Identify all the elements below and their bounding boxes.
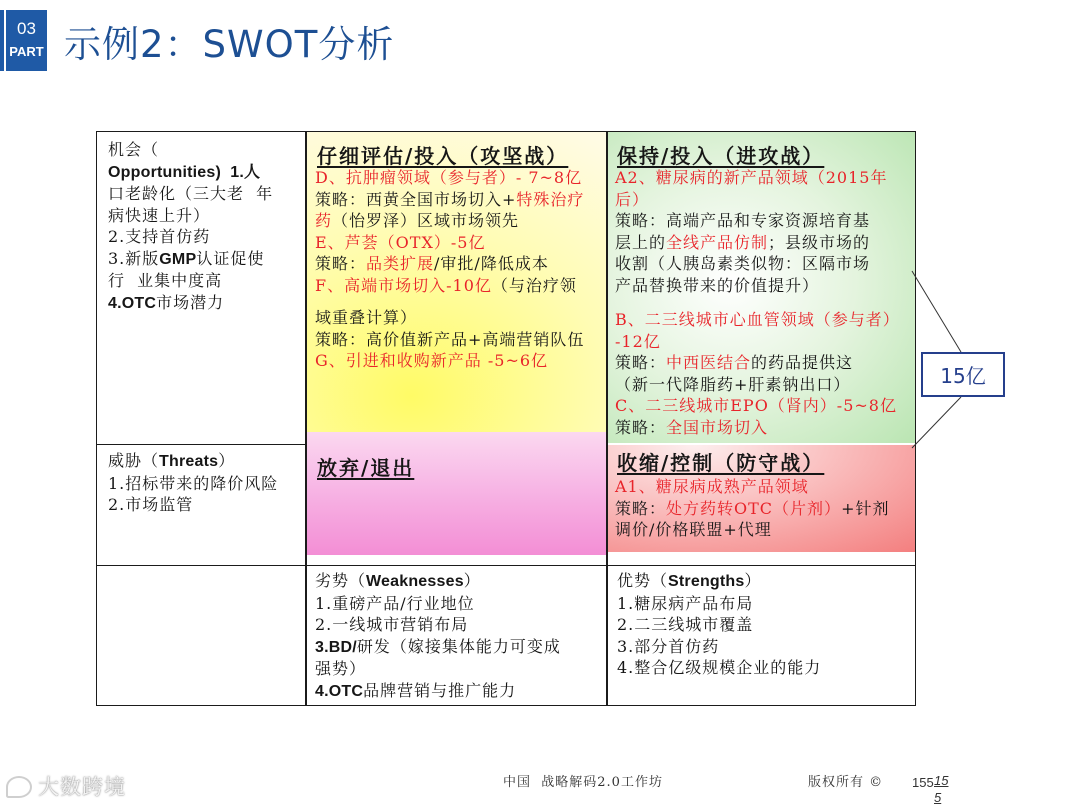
text-run: 3.部分首仿药 xyxy=(617,636,720,656)
text-run: 病快速上升） xyxy=(108,205,211,225)
text-line xyxy=(315,570,561,593)
text-block xyxy=(615,476,889,541)
quadrant-abandon-exit xyxy=(317,455,414,481)
bold-text: GMP xyxy=(159,250,197,268)
text-run: 优势（ xyxy=(617,571,669,590)
text-block xyxy=(108,139,273,314)
text-line xyxy=(617,636,821,658)
text-run: 策略：高价值新产品+高端营销队伍 xyxy=(315,329,585,349)
page-number-tail: 15 xyxy=(934,773,949,788)
text-run: 4.整合亿级规模企业的能力 xyxy=(617,658,822,677)
highlighted-text: 药 xyxy=(315,211,333,230)
text-line xyxy=(315,275,584,297)
text-run: 2.市场监管 xyxy=(108,495,194,514)
text-run: （怡罗泽）区域市场领先 xyxy=(332,211,520,230)
text-run: 策略： xyxy=(615,353,667,372)
text-line xyxy=(108,248,273,271)
text-line xyxy=(315,253,584,275)
text-line xyxy=(315,307,584,329)
text-line xyxy=(617,614,821,636)
text-run: 市场潜力 xyxy=(156,292,225,312)
text-run: 3.新版 xyxy=(108,248,160,268)
text-line xyxy=(315,636,561,659)
highlighted-text: A1、糖尿病成熟产品领域 xyxy=(615,477,809,496)
bold-text: 3.BD/ xyxy=(315,638,357,656)
highlighted-text: C、二三线城市EPO（肾内）-5~8亿 xyxy=(615,396,897,415)
text-block xyxy=(615,167,900,296)
text-line xyxy=(615,331,900,353)
strengths-cell xyxy=(617,570,821,679)
watermark-text: 大数跨境 xyxy=(38,775,126,799)
text-line xyxy=(315,350,584,372)
text-line xyxy=(108,450,278,473)
text-run: 研发（嫁接集体能力可变成 xyxy=(356,636,561,656)
text-run: 策略： xyxy=(615,417,667,437)
highlighted-text: 品类扩展 xyxy=(366,254,435,273)
highlighted-text: D、抗肿瘤领域（参与者）- 7~8亿 xyxy=(315,168,583,187)
bold-text: Weaknesses xyxy=(366,573,464,590)
text-run: /审批/降低成本 xyxy=(434,254,549,273)
footer-copyright: 版权所有 © xyxy=(808,775,884,790)
text-run: 产品替换带来的价值提升） xyxy=(615,275,820,295)
text-line xyxy=(615,374,900,396)
bold-text: Opportunities) 1.人 xyxy=(108,163,261,181)
callout-value: 15亿 xyxy=(940,364,986,388)
text-line xyxy=(315,329,584,351)
highlighted-text: 全国市场切入 xyxy=(666,417,769,437)
table-divider-horizontal xyxy=(96,444,306,446)
page-number: 155 xyxy=(912,775,934,790)
quadrant-careful-invest xyxy=(315,143,584,372)
text-run: 策略：西黄全国市场切入+ xyxy=(315,189,517,209)
speech-bubble-logo-icon xyxy=(6,776,32,798)
text-run: 2.二三线城市覆盖 xyxy=(617,615,754,634)
text-line xyxy=(615,519,889,541)
text-run: 1.糖尿病产品布局 xyxy=(617,593,754,613)
text-run: 域重叠计算） xyxy=(315,308,418,327)
text-line xyxy=(617,657,821,679)
quadrant-title: 仔细评估/投入（攻坚战） xyxy=(317,144,569,168)
text-run: 的药品提供这 xyxy=(751,353,854,372)
text-line xyxy=(315,658,561,680)
text-line xyxy=(615,352,900,374)
opportunities-cell xyxy=(108,139,273,314)
text-run: ；县级市场的 xyxy=(768,232,871,252)
text-line xyxy=(615,210,900,232)
highlighted-text: 全线产品仿制 xyxy=(666,232,769,252)
text-line xyxy=(108,205,273,227)
connector-line-upper xyxy=(912,271,961,352)
highlighted-text: 后） xyxy=(615,189,650,209)
callout-box xyxy=(921,352,1005,397)
text-line xyxy=(615,498,889,520)
text-run: 调价/价格联盟+代理 xyxy=(615,520,772,539)
text-run: （与治疗领 xyxy=(491,275,577,295)
text-run: 口老龄化（三大老 年 xyxy=(108,184,274,203)
text-line xyxy=(615,275,900,297)
section-number: 03 xyxy=(17,19,36,38)
quadrant-title: 保持/投入（进攻战） xyxy=(617,144,825,168)
text-run: 策略：高端产品和专家资源培育基 xyxy=(615,211,871,230)
table-divider-vertical xyxy=(606,131,608,706)
text-run: 机会（ xyxy=(108,140,160,159)
footer-org-text: 中国 战略解码2.0工作坊 xyxy=(503,775,663,790)
highlighted-text: F、高端市场切入-10亿 xyxy=(315,275,492,295)
text-run: 2.一线城市营销布局 xyxy=(315,615,469,634)
text-line xyxy=(315,593,561,615)
quadrant-body xyxy=(615,167,900,438)
text-run: ） xyxy=(744,571,762,590)
text-line xyxy=(615,189,900,211)
highlighted-text: 处方药转OTC（片剂） xyxy=(666,498,842,518)
text-run: ） xyxy=(218,451,236,470)
highlighted-text: E、芦荟（OTX）-5亿 xyxy=(315,232,486,252)
highlighted-text: 特殊治疗 xyxy=(516,189,585,209)
bold-text: Strengths xyxy=(668,573,745,590)
weaknesses-cell xyxy=(315,570,561,702)
text-line xyxy=(108,183,273,205)
page-number-tail: 5 xyxy=(934,790,942,805)
text-line xyxy=(108,292,273,315)
text-line xyxy=(108,494,278,516)
text-run: 策略： xyxy=(615,498,667,518)
text-line xyxy=(315,189,584,211)
quadrant-contract-control xyxy=(615,450,889,541)
section-label: PART xyxy=(9,44,44,59)
highlighted-text: A2、糖尿病的新产品领域（2015年 xyxy=(615,168,888,187)
text-line xyxy=(315,232,584,254)
text-line xyxy=(315,614,561,636)
text-run: 威胁（ xyxy=(108,451,160,470)
text-line xyxy=(615,167,900,189)
table-divider-vertical xyxy=(305,131,307,706)
section-badge xyxy=(6,10,47,71)
text-run: 行 业集中度高 xyxy=(108,271,223,290)
text-line xyxy=(108,473,278,495)
bold-text: Threats xyxy=(159,453,219,470)
text-line xyxy=(615,395,900,417)
text-run: 1.重磅产品/行业地位 xyxy=(315,593,475,613)
text-run: 收割（人胰岛素类似物：区隔市场 xyxy=(615,254,871,273)
text-run: 层上的 xyxy=(615,232,667,252)
text-run: 1.招标带来的降价风险 xyxy=(108,473,279,493)
slide-title: 示例2：SWOT分析 xyxy=(64,23,395,66)
text-run: 强势） xyxy=(315,659,367,678)
table-divider-horizontal xyxy=(96,565,916,567)
text-run: ） xyxy=(463,571,481,590)
bold-text: 4.OTC xyxy=(108,294,157,312)
quadrant-body xyxy=(315,167,584,372)
text-run: +针剂 xyxy=(841,498,890,518)
bold-text: 4.OTC xyxy=(315,682,364,700)
text-line xyxy=(108,270,273,292)
text-line xyxy=(615,232,900,254)
text-block xyxy=(615,309,900,438)
text-run: 2.支持首仿药 xyxy=(108,227,211,246)
text-block xyxy=(315,167,584,296)
connector-line-lower xyxy=(912,397,961,448)
highlighted-text: G、引进和收购新产品 -5~6亿 xyxy=(315,351,549,370)
text-line xyxy=(108,139,273,161)
highlighted-text: 中西医结合 xyxy=(666,353,752,372)
text-line xyxy=(617,593,821,615)
text-line xyxy=(615,476,889,498)
text-line xyxy=(615,253,900,275)
highlighted-text: -12亿 xyxy=(615,331,661,351)
text-line xyxy=(315,167,584,189)
text-run: （新一代降脂药+肝素钠出口） xyxy=(615,374,851,394)
text-block xyxy=(617,570,821,679)
quadrant-body xyxy=(615,476,889,541)
highlighted-text: B、二三线城市心血管领域（参与者） xyxy=(615,310,900,329)
text-line xyxy=(315,680,561,703)
text-line xyxy=(615,309,900,331)
section-badge-bar xyxy=(0,10,4,71)
text-run: 认证促使 xyxy=(196,248,265,268)
text-line xyxy=(615,417,900,439)
text-run: 品牌营销与推广能力 xyxy=(363,680,517,700)
text-run: 劣势（ xyxy=(315,571,367,590)
text-run: 策略： xyxy=(315,254,367,273)
threats-cell xyxy=(108,450,278,516)
text-block xyxy=(108,450,278,516)
text-block xyxy=(315,570,561,702)
text-line xyxy=(315,210,584,232)
quadrant-hold-invest xyxy=(615,143,900,438)
text-line xyxy=(108,226,273,248)
text-line xyxy=(617,570,821,593)
text-block xyxy=(315,307,584,372)
text-line xyxy=(108,161,273,184)
quadrant-title: 放弃/退出 xyxy=(317,456,415,480)
quadrant-title: 收缩/控制（防守战） xyxy=(617,451,825,475)
